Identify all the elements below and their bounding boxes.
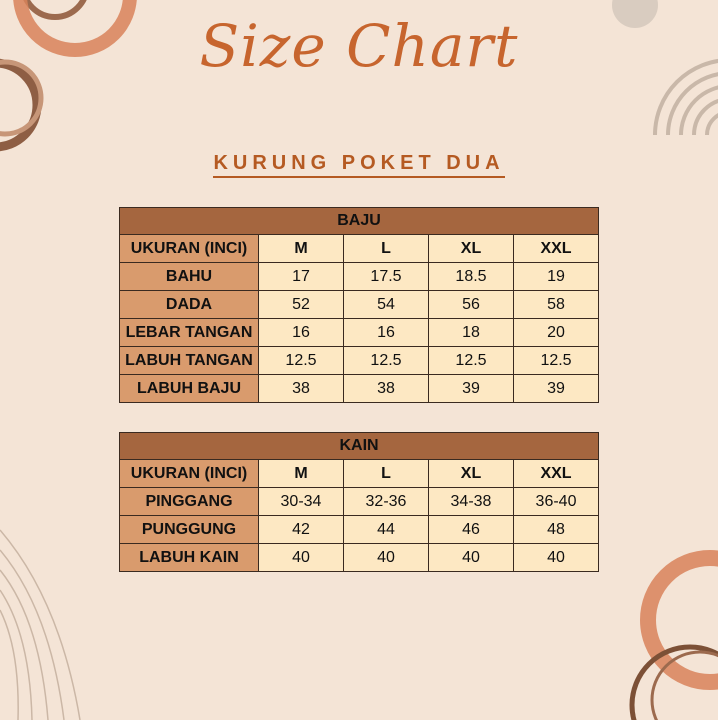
value-cell: 38 — [259, 375, 344, 403]
page-title: Size Chart — [199, 12, 519, 80]
value-cell: 52 — [259, 291, 344, 319]
size-xxl: XXL — [514, 460, 599, 488]
table-row — [120, 375, 599, 403]
row-label: LABUH TANGAN — [120, 347, 259, 375]
value-cell: 40 — [429, 544, 514, 572]
value-cell: 12.5 — [514, 347, 599, 375]
value-cell: 17.5 — [344, 263, 429, 291]
value-cell: 38 — [344, 375, 429, 403]
value-cell: 34-38 — [429, 488, 514, 516]
size-xl: XL — [429, 460, 514, 488]
bottom-right-brush-circles — [632, 558, 718, 720]
table-row — [120, 263, 599, 291]
table-row — [120, 319, 599, 347]
row-label: LABUH KAIN — [120, 544, 259, 572]
size-row — [120, 460, 599, 488]
value-cell: 44 — [344, 516, 429, 544]
value-cell: 40 — [259, 544, 344, 572]
size-label: UKURAN (INCI) — [120, 235, 259, 263]
value-cell: 12.5 — [344, 347, 429, 375]
size-m: M — [259, 460, 344, 488]
value-cell: 39 — [514, 375, 599, 403]
row-label: DADA — [120, 291, 259, 319]
value-cell: 40 — [514, 544, 599, 572]
row-label: LABUH BAJU — [120, 375, 259, 403]
value-cell: 46 — [429, 516, 514, 544]
row-label: LEBAR TANGAN — [120, 319, 259, 347]
value-cell: 12.5 — [429, 347, 514, 375]
value-cell: 18.5 — [429, 263, 514, 291]
size-l: L — [344, 460, 429, 488]
size-l: L — [344, 235, 429, 263]
value-cell: 42 — [259, 516, 344, 544]
table-header-row — [120, 208, 599, 235]
value-cell: 48 — [514, 516, 599, 544]
value-cell: 12.5 — [259, 347, 344, 375]
table-row — [120, 291, 599, 319]
value-cell: 39 — [429, 375, 514, 403]
size-xl: XL — [429, 235, 514, 263]
value-cell: 32-36 — [344, 488, 429, 516]
value-cell: 19 — [514, 263, 599, 291]
value-cell: 54 — [344, 291, 429, 319]
subtitle-text: KURUNG POKET DUA — [213, 152, 504, 178]
value-cell: 16 — [344, 319, 429, 347]
value-cell: 30-34 — [259, 488, 344, 516]
size-row — [120, 235, 599, 263]
size-xxl: XXL — [514, 235, 599, 263]
value-cell: 20 — [514, 319, 599, 347]
baju-size-table — [119, 207, 599, 403]
table-row — [120, 544, 599, 572]
value-cell: 17 — [259, 263, 344, 291]
row-label: PUNGGUNG — [120, 516, 259, 544]
value-cell: 58 — [514, 291, 599, 319]
table-row — [120, 516, 599, 544]
value-cell: 18 — [429, 319, 514, 347]
kain-header: KAIN — [120, 433, 599, 460]
size-label: UKURAN (INCI) — [120, 460, 259, 488]
value-cell: 16 — [259, 319, 344, 347]
table-header-row — [120, 433, 599, 460]
value-cell: 56 — [429, 291, 514, 319]
table-row — [120, 488, 599, 516]
baju-header: BAJU — [120, 208, 599, 235]
row-label: BAHU — [120, 263, 259, 291]
table-row — [120, 347, 599, 375]
kain-size-table — [119, 432, 599, 572]
size-m: M — [259, 235, 344, 263]
value-cell: 40 — [344, 544, 429, 572]
row-label: PINGGANG — [120, 488, 259, 516]
product-subtitle — [0, 152, 718, 175]
value-cell: 36-40 — [514, 488, 599, 516]
bottom-left-lines — [0, 530, 80, 720]
